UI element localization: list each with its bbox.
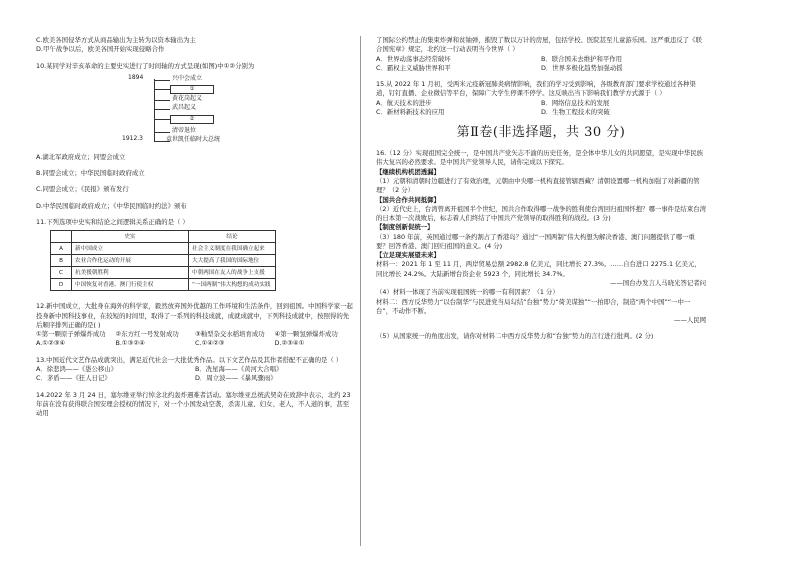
q12-items: ①第一颗原子弹爆炸成功 ②东方红一号发射成功 ③籼型杂交水稻培育成功 ④第一颗氢弹爆炸成功 [36,330,338,339]
table-header-row [51,231,276,243]
q10-option-c: C.同盟会成立；《民报》颁布发行 [36,185,129,194]
q16-sub-2: （2）近代史上，台湾曾离开祖国半个世纪，国共合作取得哪一战争的胜利使台湾回归祖国怀抱？哪一事件是结束台湾的日本第一次战败后，标志着人们终结了中国共产党领导的取得胜利的战役。(3 分) [376,204,706,223]
q10-stem: 10.某同学对辛亥革命的主要史实进行了时间轴的方式呈现(如图)中①②分别为 [36,61,255,70]
q13-stem: 13.中国近代文艺作品成就突出，满足近代社会一大批优秀作品。以下文艺作品及其作者搭配不正确的是（ ） [36,355,343,364]
q16-heading-3: 【制度创新促统一】 [376,223,434,232]
q14-options-row2: C．霸权主义威胁世界和平 D．世界多极化趋势加强动摇 [376,63,623,72]
q16-stem: 16.（12 分）实现祖国完全统一，是中国共产党矢志不渝的历史任务，是全体中华儿女的共同愿望，是实现中华民族伟大复兴的必然要求。是中国共产党领导人民，请你完成以下探究。 [376,149,704,167]
q9-option-c: C.欧美各国侵华方式从商品输出为主转为以资本输出为主 [36,36,196,44]
timeline-blank-1: ① [170,85,214,94]
q15-options-row2: C．新材料新技术的应用 D．生物工程技术的突破 [376,107,610,116]
table-row: A 新中国成立 社会主义制度在我国确立起来 [51,243,276,255]
timeline-item-qingdi: 清帝退位 [172,126,197,134]
left-column [36,36,354,418]
section-title: 第Ⅱ卷(非选择题，共 30 分) [456,125,626,141]
table-row: C 抗美援朝胜利 中朝两国在友人的战争上支援 [51,267,276,279]
q14-options-row1: A．世界动荡事态经常破坏 B．联合国未去维护和平作用 [376,54,623,63]
table-header-fact: 史实 [72,231,189,243]
timeline-year-end: 1912.3 [122,134,143,142]
q13-options-row1: A．徐悲鸿——《愚公移山》 B．冼星海——《黄河大合唱》 [36,364,283,373]
table-row: D 中国恢复对香港、澳门行使主权 “一国两制”伟大构想的成功实践 [51,279,276,291]
q16-sub-3: （3）180 年前，英国通过哪一条约割占了香港岛？通过“一国两制”伟大构想为解决香港、澳门问题提供了哪一重要？回答香港、澳门回归祖国的意义。(4 分) [376,232,695,250]
q16-sub-5: （5）从国家统一的角度出发，请你对材料二中西方反华势力和“台独”势力的言行进行批判。(2 分) [376,332,654,341]
timeline-branch [154,119,170,120]
timeline-year-start: 1894 [128,73,144,81]
timeline-branch [154,109,170,110]
q11-stem: 11.下列选项中史实和结论之间逻辑关系正确的是（ ） [36,217,189,226]
timeline-branch [154,80,170,81]
q16-heading-1: 【继续机构机团透漏】 [376,167,440,176]
q12-stem: 12.新中国成立，大批身在海外的科学家，毅然放弃国外优越的工作环境和生活条件，回到祖国。中国科学家一起投身新中国科技事业，在较短的时间里，取得了一系列的科技成就，成就成就中，下列科技成就中，按照得的先后顺序排列正确的是( ) [36,302,353,329]
q16-sub-4: （4）材料一体现了当前实现祖国统一的哪一有利因素？（1 分） [376,288,559,297]
timeline-branch [154,132,170,133]
q16-material-1: 材料一：2021 年 1 至 11 月，两岸贸易总额 2982.8 亿美元，同比增长 27.3%。……自台进口 2275.1 亿美元，同比增长 24.2%。大陆新增台资企业 5923 个，同比增长 34.7%。 [376,260,701,278]
timeline-branch [154,89,170,90]
q13-options-row2: C．茅盾——《狂人日记》 D．周立波——《暴风骤雨》 [36,374,277,383]
timeline-item-yuanshikai: 袁世凯任临时大总统 [166,135,221,143]
q12-options: A.①②③④ B.①③②④ C.①④②③ D.②③④① [36,339,305,348]
timeline-item-huanghuagang: 黄花岗起义 [172,94,203,102]
q15-options-row1: A．航天技术的进步 B．网络信息技术的发展 [376,98,610,107]
table-row: B 农业合作化运动的开展 大大提高了我国的国际地位 [51,255,276,267]
q16-material-2-source: ——人民网 [674,316,706,325]
q15-stem: 15.从 2022 年 1 月初，受两米元疫新冠肺炎病情影响，我们的学习受到影响，各级教育部门要求学校通过各种渠道，钉钉直播、企业微信等平台，保障广大学生停课不停学。这反映出当下影响我们教学方式源于（ ） [376,80,696,98]
q16-material-1-source: ——国台办发言人马晓光答记者问 [610,279,706,288]
right-column [376,36,706,342]
q16-material-2: 材料二：西方反华势力“以台制华”与民进党当局勾结“台独”势力“倚美谋独”“一拍即合，制造“两个中国”“一中一台”，不动作不断。 [376,297,691,315]
q11-table [50,230,276,291]
timeline-item-xingzhonghui: 兴中会成立 [172,74,203,82]
q10-option-d: D.中华民国临时政府成立；《中华民国临时约法》颁布 [36,201,187,210]
q10-timeline [36,75,354,149]
timeline-branch [154,100,170,101]
q16-heading-4: 【立足现实展望未来】 [376,251,440,260]
q16-sub-1: （1）元朝和清朝时边疆进行了有效治理，元朝由中央哪一机构直接管辖西藏？清朝设置哪一机构加强了对新疆的管理？（2 分） [376,176,700,195]
q9-option-d: D.甲午战争以后，欧美各国开始实现侵略合作 [36,45,165,54]
table-header-conclusion: 结论 [189,231,276,243]
q10-option-a: A.湖北军政府成立；同盟会成立 [36,152,126,161]
column-divider [360,36,361,546]
q10-option-b: B.同盟会成立；中华民国临时政府成立 [36,169,145,178]
q16-heading-2: 【国共合作共同抵御】 [376,195,440,204]
timeline-item-wuchang: 武昌起义 [172,103,197,111]
q14-stem-continued: 了国际公约禁止的集束炸弹和贫铀弹，摧毁了数以万计的房屋，包括学校、医院甚至儿童游乐园。这严重违反了《联合国宪章》规定，北约这一行动表明当今世界（ ） [376,36,702,54]
q14-stem: 14.2022 年 3 月 24 日，塞尔维亚举行悼念北约轰炸遇难者活动。塞尔维亚总统武契奇在致辞中表示，北约 23 年前在没有获得联合国安理会授权的情况下，对一个小国发动空袭，杀害儿童、妇女、老人，不人道的事，甚至动用 [36,390,351,418]
timeline-blank-2: ② [170,115,214,124]
